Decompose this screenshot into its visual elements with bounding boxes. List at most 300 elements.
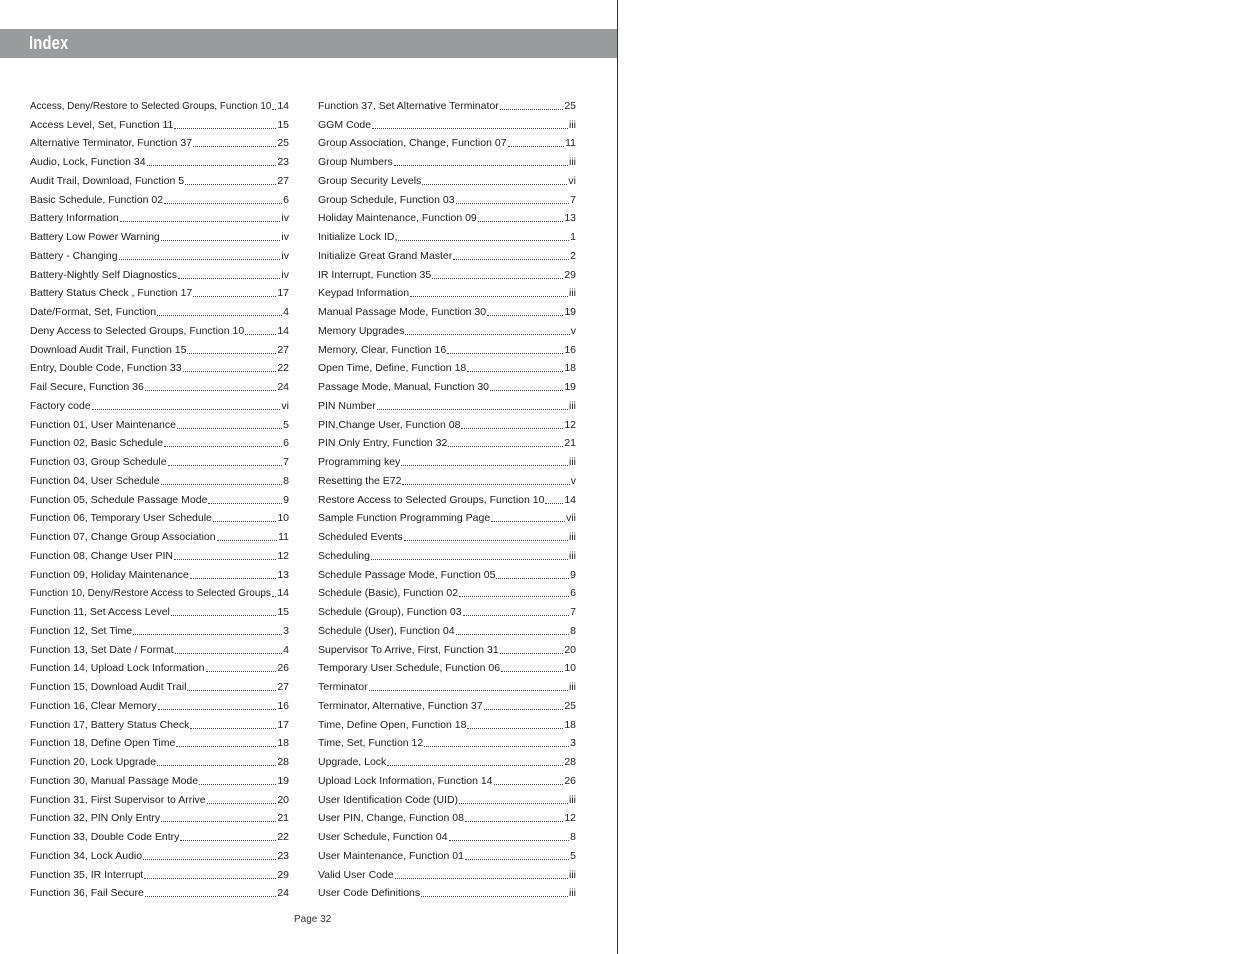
index-entry-page: 12 (564, 418, 576, 431)
index-entry (30, 543, 289, 562)
index-entry-term: Date/Format, Set, Function (30, 306, 157, 318)
index-entry-term: Function 02, Basic Schedule (30, 437, 164, 450)
index-entry-term: PIN Number (318, 399, 376, 412)
index-entry-term: Function 09, Holiday Maintenance (30, 568, 189, 581)
index-entry-page: iv (281, 212, 289, 225)
index-entry-page: 13 (277, 568, 289, 581)
index-entry-term: Passage Mode, Manual, Function 30 (318, 381, 490, 393)
index-entry-page: 23 (277, 849, 289, 862)
index-entry (318, 112, 576, 131)
dot-leader (147, 153, 277, 166)
index-entry-term: User Identification Code (UID) (318, 793, 459, 806)
dot-leader (467, 716, 563, 729)
index-column-left (30, 93, 289, 899)
dot-leader (185, 172, 276, 185)
index-entry-term: PIN,Change User, Function 08 (318, 418, 461, 431)
index-entry-page: 17 (277, 718, 289, 731)
dot-leader (461, 416, 563, 429)
index-entry-page: 26 (564, 774, 576, 787)
index-entry-page: 27 (277, 174, 289, 187)
index-entry-page: 3 (283, 624, 289, 637)
index-entry-page: 4 (283, 643, 289, 656)
index-entry (318, 599, 576, 618)
index-entry (30, 712, 289, 731)
index-entry (30, 637, 289, 656)
index-entry-page: 21 (564, 437, 576, 450)
index-entry (30, 206, 289, 225)
index-entry-term: Sample Function Programming Page (318, 512, 491, 525)
dot-leader (377, 397, 568, 410)
index-entry-page: 9 (283, 493, 289, 506)
dot-leader (465, 809, 563, 822)
dot-leader (371, 547, 568, 560)
index-entry-term: Function 35, IR Interrupt (30, 868, 144, 881)
index-entry-term: Function 07, Change Group Association (30, 531, 216, 543)
index-entry-term: Basic Schedule, Function 02 (30, 193, 164, 206)
index-entry-page: 27 (277, 343, 289, 356)
index-entry-page: v (570, 474, 576, 487)
index-entry (318, 806, 576, 825)
dot-leader (193, 134, 276, 147)
index-entry (30, 618, 289, 637)
index-entry-page: 14 (564, 493, 576, 506)
dot-leader (171, 603, 276, 616)
index-entry-page: 14 (277, 587, 289, 600)
index-entry-term: Audio, Lock, Function 34 (30, 156, 146, 168)
index-entry-page: iii (569, 793, 576, 806)
index-entry-page: 21 (277, 812, 289, 825)
dot-leader (501, 659, 563, 672)
index-entry-page: iii (569, 287, 576, 300)
index-entry-page: 19 (564, 381, 576, 393)
dot-leader (459, 584, 569, 597)
index-entry (30, 393, 289, 412)
index-entry-term: Function 37, Set Alternative Terminator (318, 99, 499, 112)
index-entry-term: Manual Passage Mode, Function 30 (318, 306, 487, 318)
dot-leader (467, 359, 563, 372)
dot-leader (193, 284, 276, 297)
index-entry (318, 187, 576, 206)
index-entry-term: Schedule (Group), Function 03 (318, 606, 462, 618)
index-entry-term: Deny Access to Selected Groups, Function 10 (30, 324, 245, 337)
index-entry-term: Function 12, Set Time (30, 624, 133, 637)
index-entry-page: 28 (277, 756, 289, 768)
index-entry-page: iii (569, 156, 576, 168)
page-number: Page 32 (294, 914, 332, 925)
index-entry-page: 20 (564, 643, 576, 656)
dot-leader (405, 322, 569, 335)
index-entry-page: iii (569, 681, 576, 693)
index-entry-term: Function 06, Temporary User Schedule (30, 512, 212, 525)
index-entry-term: Scheduling (318, 549, 370, 562)
index-entry (318, 356, 576, 375)
dot-leader (484, 697, 564, 710)
index-entry-page: v (570, 324, 576, 337)
index-entry-term: Memory Upgrades (318, 324, 405, 337)
index-entry-term: Schedule Passage Mode, Function 05 (318, 568, 496, 581)
index-entry-page: iii (569, 887, 576, 900)
index-entry (30, 731, 289, 750)
dot-leader (133, 622, 282, 635)
index-entry (30, 843, 289, 862)
index-entry-page: 3 (570, 737, 576, 750)
index-entry-page: 14 (277, 99, 289, 112)
dot-leader (404, 528, 568, 541)
index-entry (318, 768, 576, 787)
index-entry (30, 787, 289, 806)
index-entry (318, 93, 576, 112)
dot-leader (245, 322, 276, 335)
index-entry (318, 318, 576, 337)
index-header-bar (0, 29, 617, 58)
index-entry-page: 20 (277, 793, 289, 806)
index-entry (30, 881, 289, 900)
index-entry (318, 749, 576, 768)
index-entry-page: iii (569, 868, 576, 881)
index-entry (30, 768, 289, 787)
index-entry-page: 18 (277, 737, 289, 750)
index-entry (30, 112, 289, 131)
index-entry (318, 131, 576, 150)
index-entry-term: Alternative Terminator, Function 37 (30, 137, 193, 150)
dot-leader (158, 697, 277, 710)
index-entry-page: 25 (564, 699, 576, 712)
index-entry-term: Keypad Information (318, 287, 410, 300)
index-entry (30, 581, 289, 600)
dot-leader (119, 247, 281, 260)
dot-leader (545, 491, 563, 504)
dot-leader (448, 434, 563, 447)
index-entry (30, 506, 289, 525)
dot-leader (180, 828, 276, 841)
dot-leader (449, 828, 570, 841)
index-entry-page: 6 (570, 587, 576, 600)
index-entry (30, 299, 289, 318)
dot-leader (456, 622, 570, 635)
dot-leader (206, 659, 277, 672)
index-entry (30, 656, 289, 675)
index-entry-term: Function 01, User Maintenance (30, 418, 176, 431)
index-entry-page: 12 (277, 549, 289, 562)
dot-leader (453, 247, 569, 260)
index-entry-term: Terminator (318, 681, 368, 693)
index-entry-term: Time, Define Open, Function 18 (318, 718, 467, 731)
index-entry-page: 6 (283, 437, 289, 450)
left-page (0, 0, 617, 954)
index-entry-term: Schedule (Basic), Function 02 (318, 587, 459, 600)
index-entry (318, 243, 576, 262)
index-entry (318, 562, 576, 581)
index-entry-term: Upload Lock Information, Function 14 (318, 774, 493, 787)
index-entry-term: Function 10, Deny/Restore Access to Selected Groups (30, 587, 271, 600)
index-entry (30, 187, 289, 206)
index-entry (30, 431, 289, 450)
index-entry (30, 243, 289, 262)
page-divider (617, 0, 618, 954)
dot-leader (208, 491, 282, 504)
index-entry-page: vi (568, 174, 576, 187)
index-entry-page: vii (566, 512, 576, 525)
index-entry-term: GGM Code (318, 118, 372, 131)
dot-leader (421, 884, 568, 897)
dot-leader (176, 734, 276, 747)
index-entry (318, 637, 576, 656)
index-entry-term: Function 11, Set Access Level (30, 606, 170, 618)
dot-leader (157, 753, 276, 766)
index-entry (318, 824, 576, 843)
index-entry-term: Initialize Great Grand Master (318, 249, 453, 262)
index-entry-page: 2 (570, 249, 576, 262)
index-entry-term: Function 18, Define Open Time (30, 737, 176, 750)
index-entry-term: Function 34, Lock Audio (30, 849, 143, 862)
index-entry-page: iv (281, 231, 289, 243)
dot-leader (422, 172, 567, 185)
index-entry (30, 412, 289, 431)
dot-leader (145, 378, 277, 391)
dot-leader (463, 603, 570, 616)
index-entry-term: Download Audit Trail, Function 15 (30, 343, 187, 356)
dot-leader (402, 472, 569, 485)
page-title: Index (29, 33, 69, 53)
index-entry (30, 749, 289, 768)
index-entry (318, 168, 576, 187)
index-entry-term: Audit Trail, Download, Function 5 (30, 174, 185, 187)
index-entry-term: PIN Only Entry, Function 32 (318, 437, 448, 450)
index-entry-term: Initialize Lock ID, (318, 231, 398, 243)
dot-leader (183, 359, 277, 372)
index-entry-term: Group Numbers (318, 156, 393, 168)
index-entry-term: Function 13, Set Date / Format (30, 643, 174, 656)
dot-leader (394, 153, 568, 166)
dot-leader (217, 528, 277, 541)
index-entry (30, 281, 289, 300)
index-entry (318, 206, 576, 225)
index-entry (318, 843, 576, 862)
dot-leader (447, 341, 563, 354)
index-entry-page: 8 (570, 831, 576, 843)
index-entry (30, 318, 289, 337)
index-entry-page: 7 (283, 456, 289, 468)
index-entry-term: Scheduled Events (318, 531, 403, 543)
index-entry (30, 93, 289, 112)
index-entry-term: Access Level, Set, Function 11 (30, 118, 174, 131)
index-entry-page: 7 (570, 193, 576, 206)
dot-leader (398, 228, 569, 241)
dot-leader (174, 116, 276, 129)
index-entry-page: iii (569, 549, 576, 562)
dot-leader (459, 791, 568, 804)
index-entry-term: Resetting the E72 (318, 474, 402, 487)
index-entry-term: Battery Low Power Warning (30, 231, 160, 243)
index-entry (318, 487, 576, 506)
index-entry (30, 168, 289, 187)
index-entry-page: vi (281, 399, 289, 412)
index-entry-term: IR Interrupt, Function 35 (318, 268, 432, 281)
index-entry-page: 8 (570, 624, 576, 637)
index-entry (30, 356, 289, 375)
dot-leader (487, 303, 563, 316)
index-entry-term: Function 16, Clear Memory (30, 699, 157, 712)
index-entry (318, 337, 576, 356)
index-entry-term: Access, Deny/Restore to Selected Groups, Function 10 (30, 99, 272, 112)
dot-leader (178, 266, 280, 279)
index-entry-page: iii (569, 118, 576, 131)
dot-leader (175, 641, 283, 654)
index-entry-page: iii (569, 456, 576, 468)
dot-leader (424, 734, 569, 747)
index-entry-page: 11 (565, 137, 576, 150)
index-entry-term: Function 04, User Schedule (30, 474, 160, 487)
index-entry-page: 24 (277, 887, 289, 900)
index-entry-term: Programming key (318, 456, 401, 468)
index-entry-term: Terminator, Alternative, Function 37 (318, 699, 483, 712)
index-entry (318, 431, 576, 450)
index-entry-page: 12 (564, 812, 576, 825)
dot-leader (387, 753, 563, 766)
dot-leader (478, 209, 564, 222)
dot-leader (372, 116, 568, 129)
index-entry-term: Factory code (30, 399, 91, 412)
index-entry (318, 581, 576, 600)
dot-leader (92, 397, 281, 410)
index-entry (318, 787, 576, 806)
dot-leader (272, 584, 276, 597)
index-entry-term: Battery-Nightly Self Diagnostics (30, 268, 178, 281)
index-entry-page: 19 (564, 306, 576, 318)
index-entry-term: Function 05, Schedule Passage Mode (30, 493, 208, 506)
dot-leader (500, 97, 564, 110)
index-entry-term: Function 20, Lock Upgrade (30, 756, 157, 768)
dot-leader (401, 453, 568, 466)
index-entry (30, 562, 289, 581)
dot-leader (164, 434, 282, 447)
index-entry-term: Battery - Changing (30, 249, 118, 262)
index-entry-page: 27 (277, 681, 289, 693)
index-entry-term: Group Security Levels (318, 174, 422, 187)
index-entry-page: 29 (564, 268, 576, 281)
index-entry-page: 11 (278, 531, 289, 543)
dot-leader (456, 191, 570, 204)
index-entry-term: Memory, Clear, Function 16 (318, 343, 447, 356)
index-entry-page: 22 (277, 362, 289, 375)
dot-leader (272, 97, 276, 110)
index-entry-term: Restore Access to Selected Groups, Function 10 (318, 493, 545, 506)
index-entry-page: 24 (277, 381, 289, 393)
dot-leader (490, 378, 563, 391)
dot-leader (164, 191, 282, 204)
index-entry (318, 712, 576, 731)
index-entry (30, 224, 289, 243)
index-entry-term: Entry, Double Code, Function 33 (30, 362, 182, 375)
index-entry-page: 16 (564, 343, 576, 356)
index-entry-page: 9 (570, 568, 576, 581)
index-entry-term: Supervisor To Arrive, First, Function 31 (318, 643, 499, 656)
index-entry-page: 8 (283, 474, 289, 487)
dot-leader (161, 472, 283, 485)
index-entry (30, 374, 289, 393)
dot-leader (190, 716, 276, 729)
dot-leader (187, 341, 276, 354)
index-entry-term: Holiday Maintenance, Function 09 (318, 212, 477, 225)
index-entry (318, 862, 576, 881)
dot-leader (143, 847, 276, 860)
index-entry (318, 149, 576, 168)
dot-leader (410, 284, 568, 297)
index-entry-page: 4 (283, 306, 289, 318)
dot-leader (432, 266, 563, 279)
index-entry-term: User Schedule, Function 04 (318, 831, 448, 843)
index-entry-term: Function 32, PIN Only Entry (30, 812, 161, 825)
index-entry (318, 262, 576, 281)
dot-leader (187, 678, 276, 691)
dot-leader (395, 866, 568, 879)
index-entry (30, 599, 289, 618)
index-entry-term: User Code Definitions (318, 887, 421, 900)
dot-leader (145, 884, 277, 897)
dot-leader (161, 228, 281, 241)
dot-leader (508, 134, 565, 147)
index-entry-page: 5 (283, 418, 289, 431)
index-entry (30, 131, 289, 150)
index-entry (30, 693, 289, 712)
index-entry (30, 524, 289, 543)
dot-leader (120, 209, 281, 222)
index-entry-page: 18 (564, 362, 576, 375)
index-entry-term: Fail Secure, Function 36 (30, 381, 144, 393)
index-entry-term: Function 31, First Supervisor to Arrive (30, 793, 206, 806)
index-entry (30, 449, 289, 468)
index-entry-page: iii (569, 399, 576, 412)
index-entry (318, 468, 576, 487)
index-entry (30, 487, 289, 506)
index-entry-page: 18 (564, 718, 576, 731)
index-entry (318, 412, 576, 431)
index-entry (318, 299, 576, 318)
index-entry-term: Battery Information (30, 212, 119, 225)
index-entry (318, 693, 576, 712)
dot-leader (494, 772, 564, 785)
index-entry (318, 506, 576, 525)
dot-leader (144, 866, 276, 879)
index-entry-page: 10 (277, 512, 289, 525)
index-column-right (318, 93, 576, 899)
index-entry-term: Upgrade, Lock (318, 756, 387, 768)
index-entry-term: Battery Status Check , Function 17 (30, 287, 193, 300)
index-entry-term: Function 14, Upload Lock Information (30, 662, 205, 675)
index-entry (318, 449, 576, 468)
index-entry-page: 14 (277, 324, 289, 337)
dot-leader (369, 678, 568, 691)
index-entry-term: Function 36, Fail Secure (30, 887, 144, 900)
index-entry (30, 674, 289, 693)
index-entry-term: Function 17, Battery Status Check (30, 718, 190, 731)
index-entry-page: 5 (570, 849, 576, 862)
index-entry (318, 374, 576, 393)
index-entry (318, 881, 576, 900)
dot-leader (491, 509, 565, 522)
index-entry-page: 29 (277, 868, 289, 881)
index-entry (318, 224, 576, 243)
index-entry (318, 731, 576, 750)
index-entry-term: Function 03, Group Schedule (30, 456, 167, 468)
index-entry (318, 524, 576, 543)
dot-leader (190, 566, 277, 579)
index-entry (30, 337, 289, 356)
index-entry-page: iv (281, 249, 289, 262)
index-entry (318, 618, 576, 637)
index-entry (318, 674, 576, 693)
index-entry-page: 1 (570, 231, 576, 243)
